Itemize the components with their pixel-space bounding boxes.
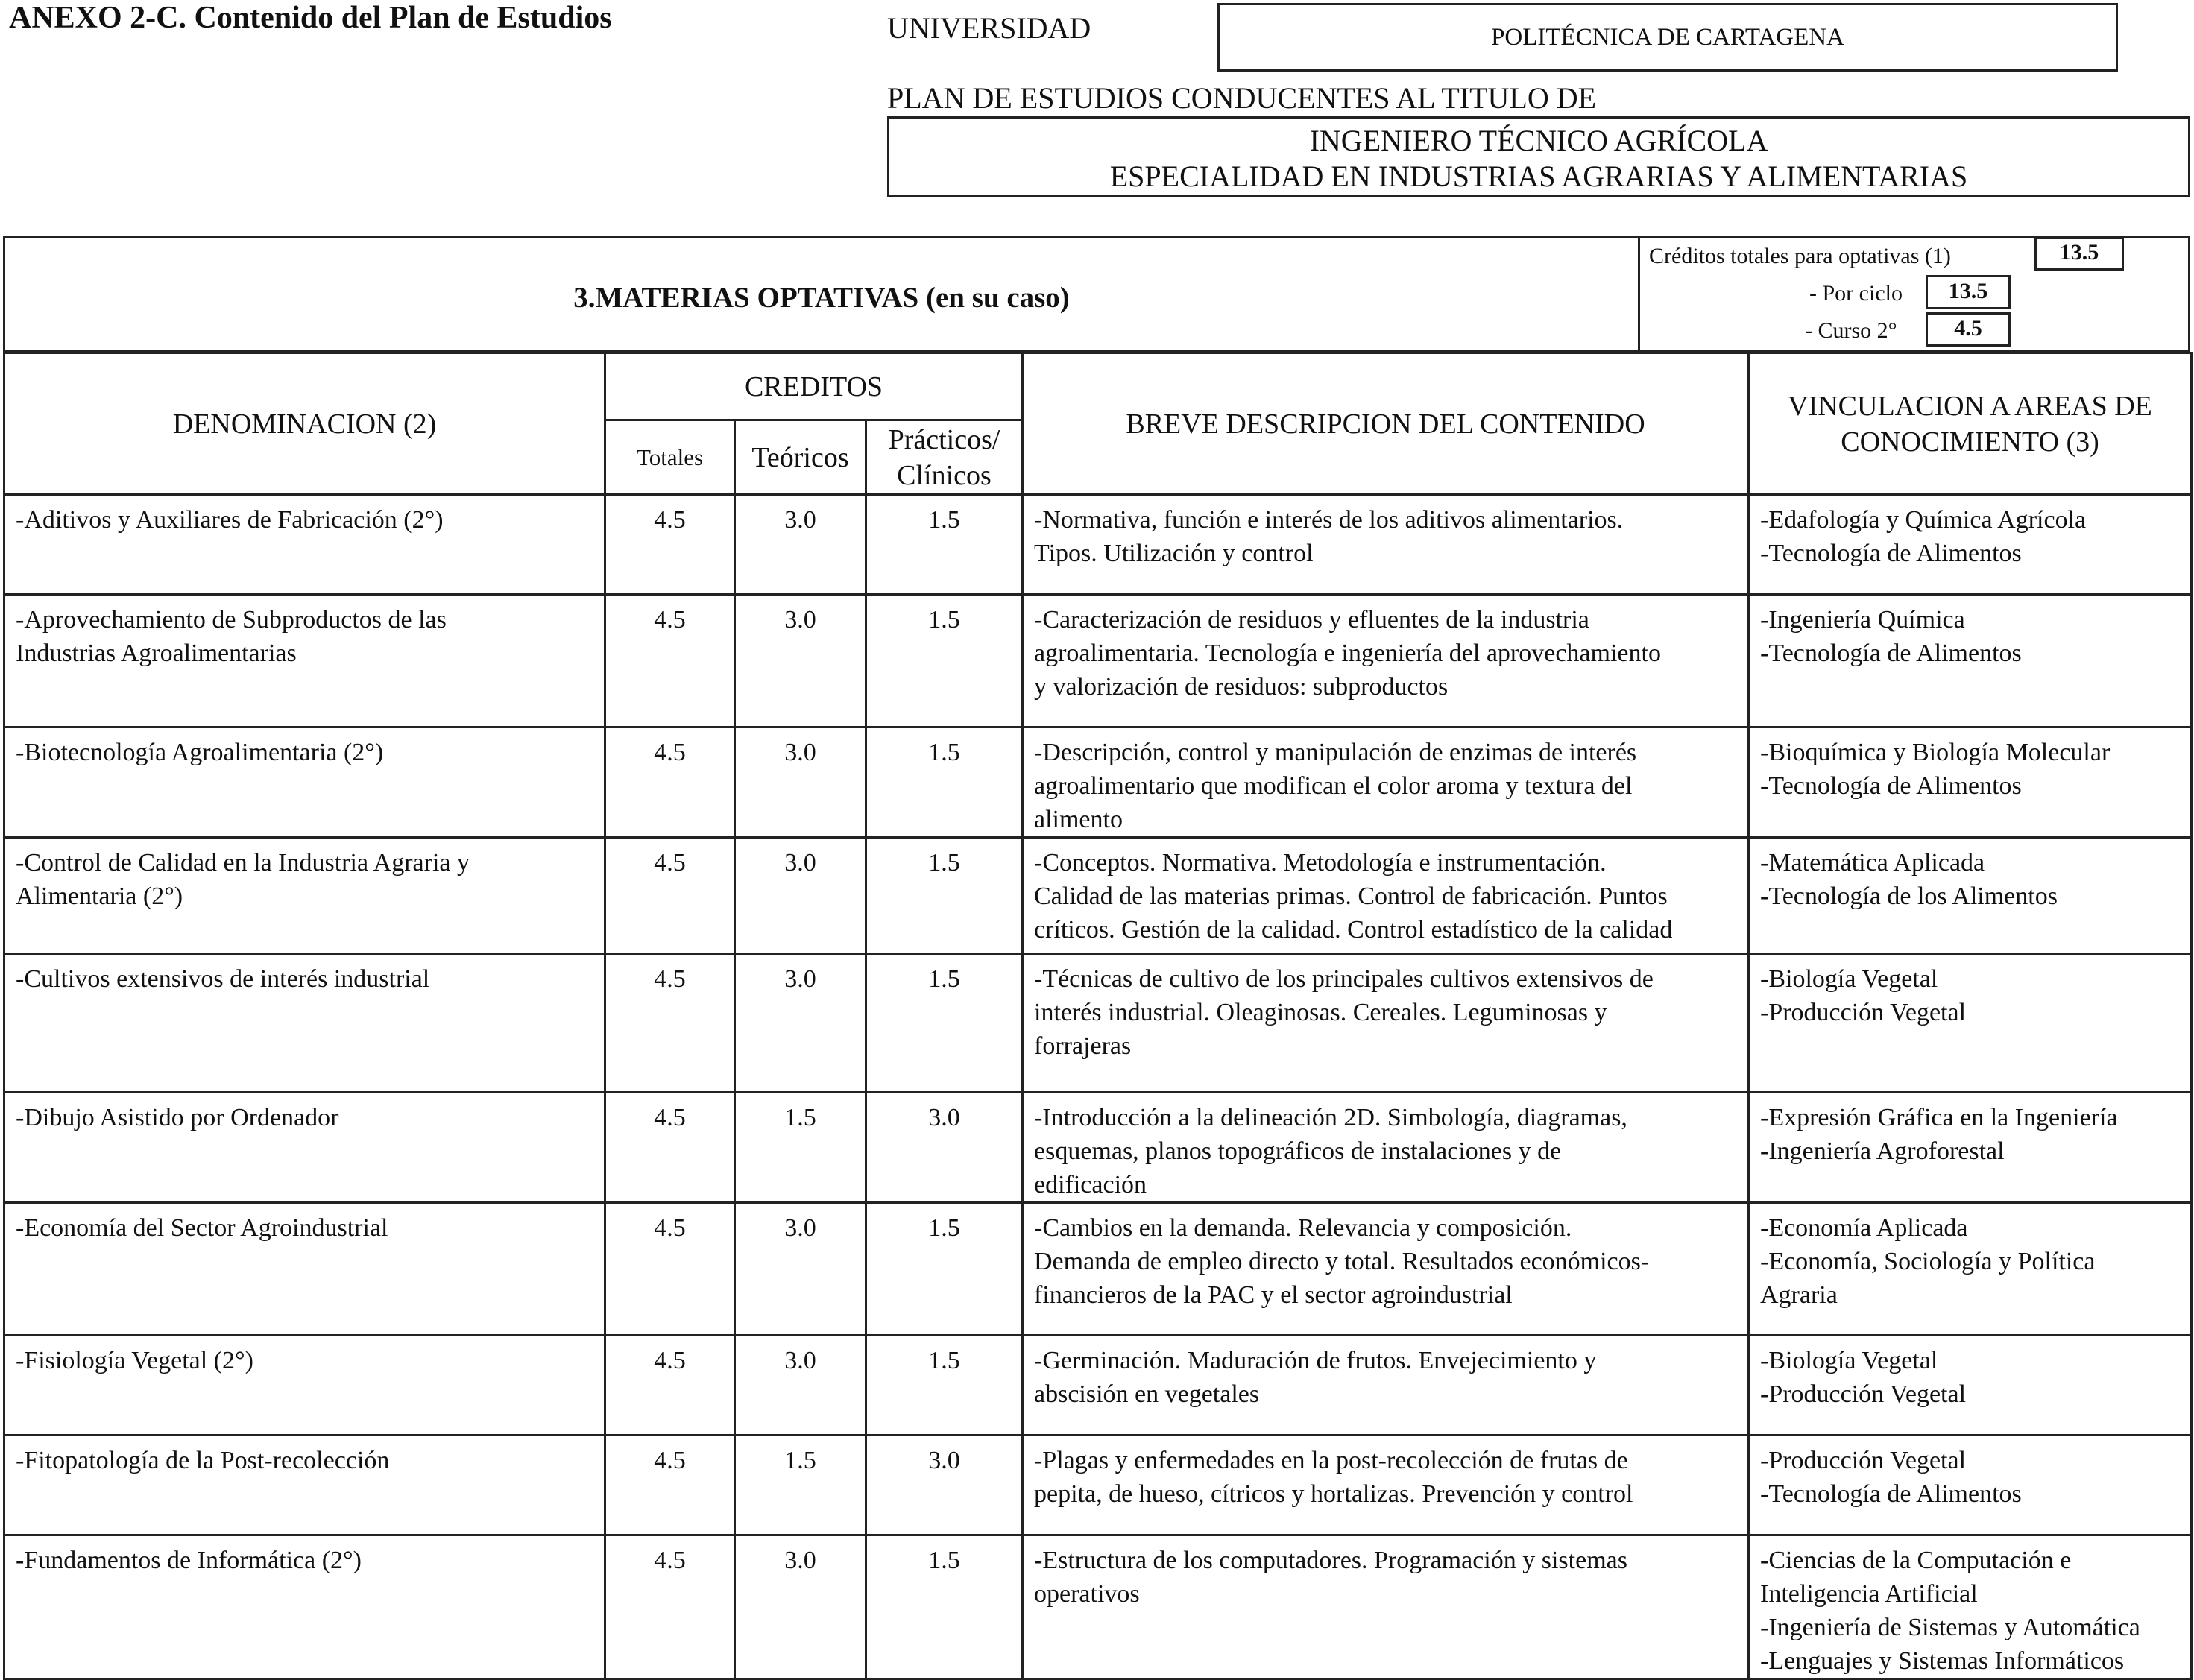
header-vinculacion-line2: CONOCIMIENTO (3) — [1841, 426, 2099, 458]
description-line: esquemas, planos topográficos de instalaciones y de — [1034, 1137, 1562, 1165]
knowledge-areas-cell — [1749, 495, 2192, 595]
credits-totales: 4.5 — [654, 1447, 686, 1474]
credits-totales: 4.5 — [654, 506, 686, 534]
description-line: y valorización de residuos: subproductos — [1034, 673, 1449, 701]
description-line: Calidad de las materias primas. Control de fabricación. Puntos — [1034, 882, 1668, 910]
credits-practicos: 1.5 — [928, 739, 960, 766]
description-line: -Conceptos. Normativa. Metodología e instrumentación. — [1034, 849, 1607, 877]
credits-teoricos: 1.5 — [784, 1447, 816, 1474]
credits-totales-cell — [605, 1535, 735, 1679]
subject-name: -Aprovechamiento de Subproductos de las — [16, 606, 447, 634]
credits-teoricos-cell — [735, 838, 866, 954]
knowledge-areas-cell — [1749, 727, 2192, 838]
subject-name-cell — [4, 495, 605, 595]
credits-totales: 4.5 — [654, 849, 686, 877]
university-value-box — [1217, 3, 2118, 72]
credits-practicos-cell — [866, 595, 1023, 727]
table-row — [4, 1436, 2192, 1535]
credits-totales-cell — [605, 1436, 735, 1535]
degree-title-box — [887, 116, 2190, 197]
description-line: interés industrial. Oleaginosas. Cereales. Leguminosas y — [1034, 999, 1607, 1026]
description-line: operativos — [1034, 1580, 1140, 1608]
credits-practicos-cell — [866, 1336, 1023, 1436]
knowledge-area: -Tecnología de Alimentos — [1760, 1480, 2022, 1508]
knowledge-area: -Tecnología de Alimentos — [1760, 540, 2022, 567]
credits-totales: 4.5 — [654, 1214, 686, 1242]
header-practicos-line2: Clínicos — [897, 459, 992, 491]
header-descripcion: BREVE DESCRIPCION DEL CONTENIDO — [1023, 353, 1749, 495]
optional-subjects-table — [3, 352, 2193, 1680]
knowledge-area: -Biología Vegetal — [1760, 965, 1938, 993]
total-credits-value: 13.5 — [2034, 236, 2124, 271]
annex-title: ANEXO 2-C. Contenido del Plan de Estudios — [9, 1, 612, 35]
credits-practicos: 1.5 — [928, 1347, 960, 1374]
degree-title-line1: INGENIERO TÉCNICO AGRÍCOLA — [1309, 124, 1768, 157]
subject-name-cell — [4, 838, 605, 954]
knowledge-area: -Lenguajes y Sistemas Informáticos — [1760, 1647, 2125, 1675]
subject-name-cell — [4, 727, 605, 838]
knowledge-area: -Tecnología de Alimentos — [1760, 772, 2022, 800]
table-row — [4, 495, 2192, 595]
header-totales: Totales — [605, 420, 735, 495]
course-label: - Curso 2° — [1805, 318, 1897, 343]
credits-practicos-cell — [866, 954, 1023, 1093]
credits-teoricos: 1.5 — [784, 1104, 816, 1131]
table-row — [4, 727, 2192, 838]
subject-name-cell — [4, 1336, 605, 1436]
knowledge-area: -Ingeniería Agroforestal — [1760, 1137, 2005, 1165]
knowledge-areas-cell — [1749, 1336, 2192, 1436]
subject-name: Alimentaria (2°) — [16, 882, 183, 910]
knowledge-area: Inteligencia Artificial — [1760, 1580, 1978, 1608]
credits-teoricos-cell — [735, 495, 866, 595]
table-row — [4, 1535, 2192, 1679]
credits-totales-cell — [605, 727, 735, 838]
credits-totales-cell — [605, 595, 735, 727]
description-line: alimento — [1034, 806, 1123, 833]
header-vinculacion-line1: VINCULACION A AREAS DE — [1788, 390, 2152, 422]
table-row — [4, 954, 2192, 1093]
description-cell — [1023, 1336, 1749, 1436]
description-cell — [1023, 595, 1749, 727]
knowledge-area: -Tecnología de los Alimentos — [1760, 882, 2058, 910]
description-cell — [1023, 495, 1749, 595]
table-row — [4, 838, 2192, 954]
knowledge-area: -Matemática Aplicada — [1760, 849, 1985, 877]
header-teoricos: Teóricos — [735, 420, 866, 495]
subject-name: -Economía del Sector Agroindustrial — [16, 1214, 388, 1242]
credits-totales-cell — [605, 1203, 735, 1336]
credits-practicos-cell — [866, 1203, 1023, 1336]
description-line: pepita, de hueso, cítricos y hortalizas. Prevención y control — [1034, 1480, 1633, 1508]
description-line: financieros de la PAC y el sector agroindustrial — [1034, 1281, 1513, 1309]
description-cell — [1023, 727, 1749, 838]
university-value: POLITÉCNICA DE CARTAGENA — [1491, 23, 1844, 51]
credits-totales: 4.5 — [654, 606, 686, 634]
credits-teoricos-cell — [735, 1093, 866, 1203]
description-line: críticos. Gestión de la calidad. Control estadístico de la calidad — [1034, 916, 1673, 944]
knowledge-area: -Expresión Gráfica en la Ingeniería — [1760, 1104, 2118, 1131]
credits-teoricos: 3.0 — [784, 1214, 816, 1242]
credits-totales: 4.5 — [654, 1347, 686, 1374]
credits-teoricos-cell — [735, 1436, 866, 1535]
knowledge-area: Agraria — [1760, 1281, 1838, 1309]
description-line: -Estructura de los computadores. Programación y sistemas — [1034, 1547, 1627, 1574]
credits-teoricos-cell — [735, 595, 866, 727]
section-divider — [1638, 238, 1640, 350]
credits-totales: 4.5 — [654, 1104, 686, 1131]
subject-name: -Biotecnología Agroalimentaria (2°) — [16, 739, 384, 766]
subject-name-cell — [4, 1535, 605, 1679]
section-header — [3, 236, 2190, 352]
per-cycle-label: - Por ciclo — [1809, 281, 1903, 306]
credits-totales-cell — [605, 1093, 735, 1203]
knowledge-area: -Producción Vegetal — [1760, 1447, 1967, 1474]
header-practicos — [866, 420, 1023, 495]
credits-teoricos-cell — [735, 1535, 866, 1679]
description-cell — [1023, 954, 1749, 1093]
knowledge-area: -Economía Aplicada — [1760, 1214, 1968, 1242]
credits-teoricos-cell — [735, 954, 866, 1093]
credits-totales-cell — [605, 838, 735, 954]
description-line: Demanda de empleo directo y total. Resultados económicos- — [1034, 1248, 1650, 1275]
knowledge-areas-cell — [1749, 1093, 2192, 1203]
university-label: UNIVERSIDAD — [887, 11, 1091, 45]
credits-practicos: 3.0 — [928, 1447, 960, 1474]
knowledge-areas-cell — [1749, 595, 2192, 727]
description-cell — [1023, 1203, 1749, 1336]
credits-totales: 4.5 — [654, 1547, 686, 1574]
knowledge-area: -Producción Vegetal — [1760, 1380, 1967, 1408]
knowledge-area: -Producción Vegetal — [1760, 999, 1967, 1026]
subject-name: -Cultivos extensivos de interés industrial — [16, 965, 430, 993]
knowledge-areas-cell — [1749, 1535, 2192, 1679]
credits-totales: 4.5 — [654, 739, 686, 766]
subject-name: -Fundamentos de Informática (2°) — [16, 1547, 362, 1574]
description-line: forrajeras — [1034, 1032, 1132, 1060]
description-line: agroalimentario que modifican el color aroma y textura del — [1034, 772, 1633, 800]
description-line: -Caracterización de residuos y efluentes de la industria — [1034, 606, 1589, 634]
credits-teoricos-cell — [735, 1336, 866, 1436]
credits-practicos: 1.5 — [928, 1547, 960, 1574]
credits-practicos-cell — [866, 1093, 1023, 1203]
credits-practicos: 1.5 — [928, 606, 960, 634]
description-cell — [1023, 1093, 1749, 1203]
per-cycle-value: 13.5 — [1926, 275, 2011, 309]
credits-teoricos: 3.0 — [784, 1547, 816, 1574]
credits-teoricos: 3.0 — [784, 739, 816, 766]
subject-name: Industrias Agroalimentarias — [16, 640, 297, 667]
knowledge-area: -Ingeniería Química — [1760, 606, 1965, 634]
credits-totales: 4.5 — [654, 965, 686, 993]
credits-totales-cell — [605, 1336, 735, 1436]
table-header-row — [4, 353, 2192, 420]
credits-teoricos: 3.0 — [784, 506, 816, 534]
credits-practicos-cell — [866, 1535, 1023, 1679]
header-denominacion: DENOMINACION (2) — [4, 353, 605, 495]
subject-name-cell — [4, 954, 605, 1093]
credits-teoricos-cell — [735, 727, 866, 838]
course-value: 4.5 — [1926, 312, 2011, 347]
credits-teoricos: 3.0 — [784, 1347, 816, 1374]
subject-name-cell — [4, 1203, 605, 1336]
description-cell — [1023, 838, 1749, 954]
description-cell — [1023, 1535, 1749, 1679]
credits-practicos: 1.5 — [928, 849, 960, 877]
table-row — [4, 1336, 2192, 1436]
header-creditos: CREDITOS — [605, 353, 1023, 420]
knowledge-area: -Ingeniería de Sistemas y Automática — [1760, 1614, 2140, 1641]
description-line: -Plagas y enfermedades en la post-recolección de frutas de — [1034, 1447, 1628, 1474]
credits-practicos: 1.5 — [928, 1214, 960, 1242]
subject-name: -Fitopatología de la Post-recolección — [16, 1447, 390, 1474]
description-line: abscisión en vegetales — [1034, 1380, 1260, 1408]
knowledge-area: -Edafología y Química Agrícola — [1760, 506, 2087, 534]
description-line: -Introducción a la delineación 2D. Simbología, diagramas, — [1034, 1104, 1627, 1131]
subject-name-cell — [4, 1093, 605, 1203]
knowledge-area: -Tecnología de Alimentos — [1760, 640, 2022, 667]
table-row — [4, 595, 2192, 727]
description-line: -Cambios en la demanda. Relevancia y composición. — [1034, 1214, 1572, 1242]
knowledge-area: -Economía, Sociología y Política — [1760, 1248, 2096, 1275]
description-cell — [1023, 1436, 1749, 1535]
credits-practicos-cell — [866, 495, 1023, 595]
subject-name-cell — [4, 1436, 605, 1535]
degree-plan-label: PLAN DE ESTUDIOS CONDUCENTES AL TITULO DE — [887, 81, 1597, 115]
credits-practicos-cell — [866, 727, 1023, 838]
subject-name: -Aditivos y Auxiliares de Fabricación (2°) — [16, 506, 444, 534]
credits-practicos: 1.5 — [928, 506, 960, 534]
degree-title-line2: ESPECIALIDAD EN INDUSTRIAS AGRARIAS Y ALIMENTARIAS — [1109, 160, 1968, 193]
credits-totales-cell — [605, 495, 735, 595]
description-line: -Germinación. Maduración de frutos. Envejecimiento y — [1034, 1347, 1597, 1374]
description-line: agroalimentaria. Tecnología e ingeniería del aprovechamiento — [1034, 640, 1661, 667]
section-title: 3.MATERIAS OPTATIVAS (en su caso) — [573, 282, 1070, 314]
description-line: edificación — [1034, 1171, 1147, 1199]
credits-practicos: 1.5 — [928, 965, 960, 993]
table-row — [4, 1093, 2192, 1203]
knowledge-areas-cell — [1749, 954, 2192, 1093]
credits-practicos: 3.0 — [928, 1104, 960, 1131]
header-vinculacion — [1749, 353, 2192, 495]
knowledge-areas-cell — [1749, 1203, 2192, 1336]
credits-totales-cell — [605, 954, 735, 1093]
credits-teoricos-cell — [735, 1203, 866, 1336]
knowledge-area: -Biología Vegetal — [1760, 1347, 1938, 1374]
knowledge-area: -Bioquímica y Biología Molecular — [1760, 739, 2111, 766]
subject-name-cell — [4, 595, 605, 727]
knowledge-areas-cell — [1749, 1436, 2192, 1535]
credits-teoricos: 3.0 — [784, 606, 816, 634]
table-row — [4, 1203, 2192, 1336]
description-line: -Descripción, control y manipulación de enzimas de interés — [1034, 739, 1637, 766]
credits-teoricos: 3.0 — [784, 965, 816, 993]
knowledge-area: -Ciencias de la Computación e — [1760, 1547, 2072, 1574]
subject-name: -Control de Calidad en la Industria Agraria y — [16, 849, 470, 877]
description-line: -Técnicas de cultivo de los principales cultivos extensivos de — [1034, 965, 1654, 993]
description-line: Tipos. Utilización y control — [1034, 540, 1314, 567]
total-credits-label: Créditos totales para optativas (1) — [1649, 244, 1951, 268]
credits-teoricos: 3.0 — [784, 849, 816, 877]
header-practicos-line1: Prácticos/ — [888, 423, 1000, 455]
subject-name: -Dibujo Asistido por Ordenador — [16, 1104, 339, 1131]
description-line: -Normativa, función e interés de los aditivos alimentarios. — [1034, 506, 1624, 534]
credits-practicos-cell — [866, 1436, 1023, 1535]
credits-practicos-cell — [866, 838, 1023, 954]
subject-name: -Fisiología Vegetal (2°) — [16, 1347, 253, 1374]
knowledge-areas-cell — [1749, 838, 2192, 954]
